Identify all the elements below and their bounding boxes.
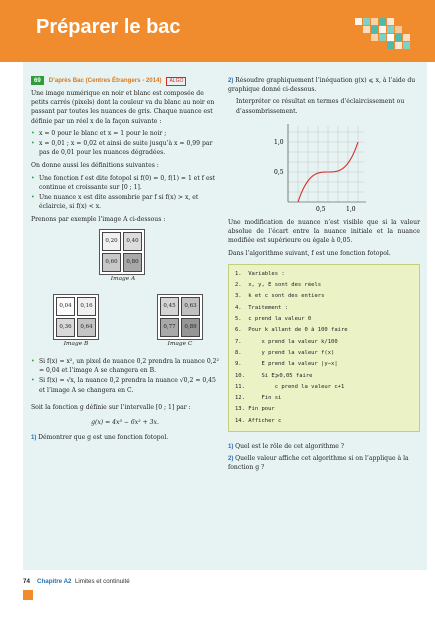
nuance-list [31,129,219,158]
question-1: 1) Démontrer que g est une fonction fotopol. [31,434,169,442]
image-c-grid [157,294,203,340]
pixel-cell: 0,36 [56,318,75,337]
function-formula: g(x) = 4x³ − 6x² + 3x. [91,419,159,427]
list-item: • Une fonction f est dite fotopol si f(0) = 0, f(1) = 1 et f est continue et croissante sur [0 ; 1]. [31,174,219,192]
pixel-cell: 0,04 [56,297,75,316]
image-b [53,294,99,349]
list-item: • x = 0,01 ; x = 0,02 et ainsi de suite jusqu’à x = 0,99 par pas de 0,01 pour les nuances dégradées. [31,139,219,157]
algo-line: 4. Traitement : [235,304,288,311]
list-item: • x = 0 pour le blanc et x = 1 pour le noir ; [31,129,219,138]
exercise-source: D’après Bac (Centres Étrangers - 2014) [48,77,162,84]
header-decoration [355,18,413,58]
pixel-cell: 0,45 [160,297,179,316]
image-a [99,229,219,284]
chapter-number: Chapitre A2 [37,578,72,585]
question-1-text: Démontrer que g est une fonction fotopol. [38,434,169,442]
algo-line: 3. k et c sont des entiers [235,293,325,300]
graph-svg [238,120,378,215]
algo-line: 10. Si E⩾0,05 faire [235,372,313,379]
question-4: 2) Quelle valeur affiche cet algorithme si on l’applique à la fonction g ? [228,455,409,472]
image-a-caption: Image A [110,275,136,282]
pixel-cell: 0,89 [181,318,200,337]
algo-line: 8. y prend la valeur f(x) [235,349,335,356]
x-tick-label: 0,5 [316,205,326,213]
y-tick-label: 1,0 [274,138,284,146]
algo-line: 13. Fin pour [235,406,275,413]
pixel-cell: 0,16 [77,297,96,316]
right-column [228,76,420,476]
definitions-list [31,174,219,212]
algorithm-box [228,264,420,432]
algo-badge: ALGO [166,77,186,86]
pixel-cell: 0,77 [160,318,179,337]
image-b-caption: Image B [63,340,89,347]
chapter-label [37,578,130,585]
question-2: 2) Résoudre graphiquement l’inéquation g(x) ⩽ x, à l’aide du graphique donné ci-dessous. [228,77,416,94]
question-4-text: Quelle valeur affiche cet algorithme si on l’applique à la fonction g ? [228,455,409,472]
function-graph [238,120,420,218]
function-intro: Soit la fonction g définie sur l’intervalle [0 ; 1] par : [31,403,191,411]
list-item: • Si f(x) = √x, la nuance 0,2 prendra la nuance √0,2 ≈ 0,45 et l’image A se changera en C. [31,376,219,394]
examples-list [31,357,219,395]
footer-marker [23,590,33,600]
question-3-text: Quel est le rôle de cet algorithme ? [235,442,345,450]
pixel-cell: 0,63 [181,297,200,316]
exercise-page [23,62,427,570]
list-item: • Si f(x) = x², un pixel de nuance 0,2 prendra la nuance 0,2² = 0,04 et l’image A se changera en B. [31,357,219,375]
algo-line: 2. x, y, E sont des réels [235,282,322,289]
page-number: 74 [23,578,30,585]
pixel-cell: 0,60 [102,253,121,272]
algo-line: 7. x prend la valeur k/100 [235,338,338,345]
page-header [0,0,435,62]
algo-line: 11. c prend la valeur c+1 [235,383,345,390]
image-c-caption: Image C [167,340,193,347]
image-c [157,294,203,349]
example-intro: Prenons par exemple l’image A ci-dessous : [31,216,166,224]
algo-line: 12. Fin si [235,395,282,402]
algo-line: 14. Afficher c [235,417,282,424]
chapter-title: Limites et continuité [74,578,130,585]
pixel-cell: 0,80 [123,253,142,272]
exercise-number: 69 [31,76,44,85]
pixel-cell: 0,64 [77,318,96,337]
image-a-grid [99,229,145,275]
pixel-cell: 0,40 [123,232,142,251]
page-footer [23,576,427,590]
algo-line: 6. Pour k allant de 0 à 100 faire [235,327,348,334]
intro-paragraph: Une image numérique en noir et blanc est composée de petits carrés (pixels) dont la couleur va du blanc au noir en passant par toutes les nuances de gris. Chaque nuance est définie par un réel x de la façon suivante : [31,90,215,125]
images-b-c [53,294,203,349]
exercise-heading [31,76,219,86]
question-3: 1) Quel est le rôle de cet algorithme ? [228,442,345,450]
image-b-grid [53,294,99,340]
y-tick-label: 0,5 [274,168,284,176]
question-2-text: Résoudre graphiquement l’inéquation g(x) ⩽ x, à l’aide du graphique donné ci-dessous. [228,77,416,94]
visibility-paragraph: Une modification de nuance n’est visible que si la valeur absolue de l’écart entre la nuance initiale et la nuance modifiée est supérieure ou égale à 0,05. [228,219,420,245]
algo-line: 5. c prend la valeur 0 [235,316,312,323]
algo-line: 1. Variables : [235,270,285,277]
list-item: • Une nuance x est dite assombrie par f si f(x) > x, et éclaircie, si f(x) < x. [31,193,219,211]
pixel-cell: 0,20 [102,232,121,251]
page-title: Préparer le bac [36,16,181,38]
definitions-intro: On donne aussi les définitions suivantes : [31,162,159,170]
algo-line: 9. E prend la valeur |y−x| [235,361,338,368]
question-2-follow: Interpréter ce résultat en termes d’éclaircissement ou d’assombrissement. [236,98,405,115]
x-tick-label: 1,0 [346,205,356,213]
left-column [31,76,219,445]
algorithm-intro: Dans l’algorithme suivant, f est une fonction fotopol. [228,249,391,257]
